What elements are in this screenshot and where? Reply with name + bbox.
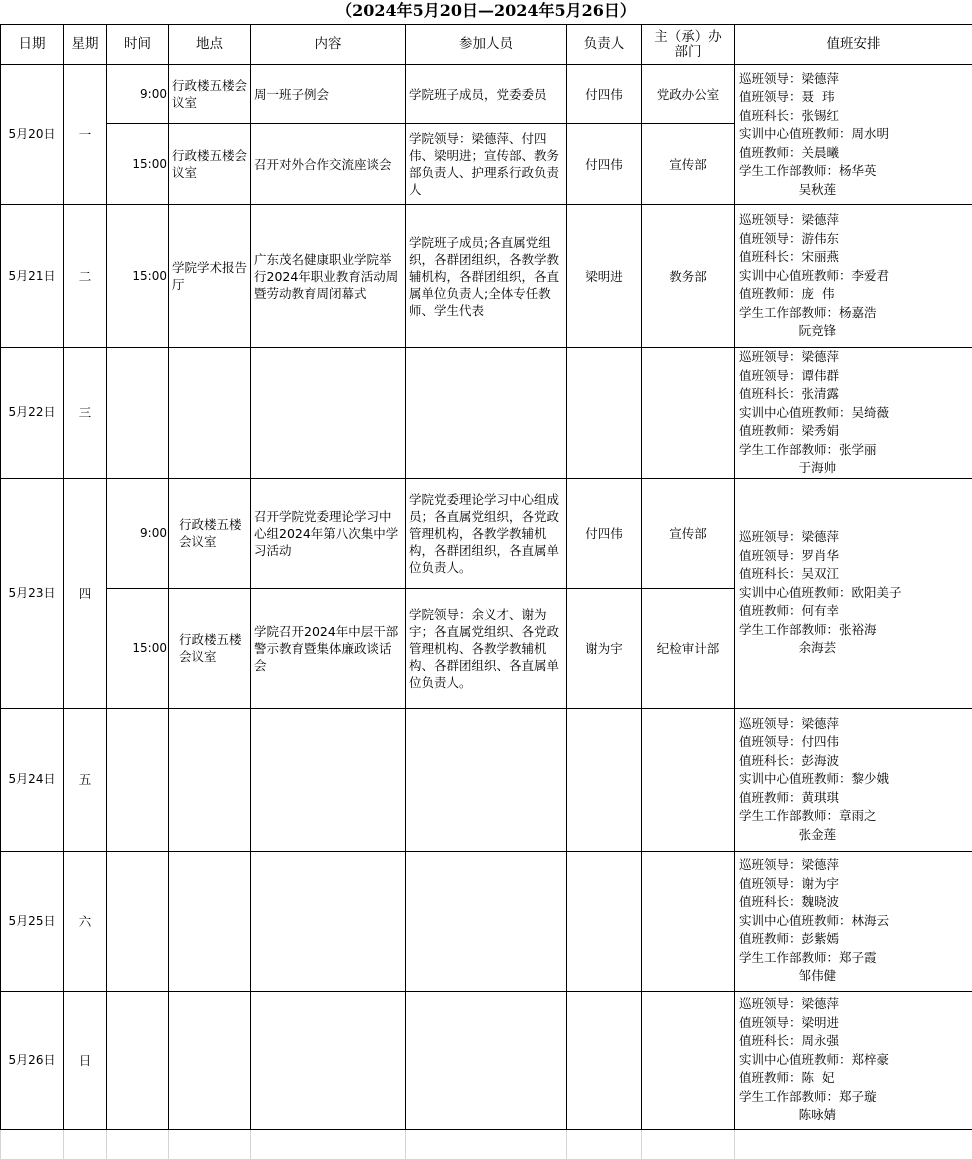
content-cell: 学院召开2024年中层干部警示教育暨集体廉政谈话会: [251, 588, 406, 708]
schedule-table: [0, 24, 972, 1160]
table-row: [1, 65, 972, 124]
time-cell: 15:00: [107, 124, 169, 205]
dept-cell: [642, 851, 735, 991]
leader-cell: 付四伟: [567, 478, 642, 588]
blank-cell: [107, 1129, 169, 1159]
duty-cell: 巡班领导：梁德萍 值班领导：付四伟 值班科长：彭海波 实训中心值班教师：黎少娥 值班教师：黄琪琪 学生工作部教师：章雨之 张金莲: [735, 708, 972, 851]
participants-cell: [406, 991, 567, 1129]
schedule-sheet: [0, 24, 972, 1160]
table-row: [1, 851, 972, 991]
blank-cell: [64, 1129, 107, 1159]
header-participants: 参加人员: [406, 25, 567, 65]
time-cell: [107, 708, 169, 851]
table-row: [1, 348, 972, 479]
header-duty: 值班安排: [735, 25, 972, 65]
leader-cell: 谢为宇: [567, 588, 642, 708]
place-cell: [169, 348, 251, 479]
participants-cell: [406, 851, 567, 991]
time-cell: [107, 348, 169, 479]
time-cell: [107, 991, 169, 1129]
header-place: 地点: [169, 25, 251, 65]
blank-cell: [406, 1129, 567, 1159]
dept-cell: 教务部: [642, 205, 735, 348]
date-cell: 5月20日: [1, 65, 64, 205]
place-cell: 学院学术报告厅: [169, 205, 251, 348]
header-dept: 主（承）办部门: [642, 25, 735, 65]
leader-cell: [567, 991, 642, 1129]
content-cell: [251, 991, 406, 1129]
blank-cell: [251, 1129, 406, 1159]
date-cell: 5月23日: [1, 478, 64, 708]
participants-cell: [406, 348, 567, 479]
place-cell: 行政楼五楼会议室: [169, 588, 251, 708]
blank-cell: [1, 1129, 64, 1159]
time-cell: 15:00: [107, 205, 169, 348]
leader-cell: 付四伟: [567, 124, 642, 205]
table-row: [1, 478, 972, 588]
participants-cell: 学院领导：余义才、谢为宇；各直属党组织、各党政管理机构、各教学教辅机构、各群团组织、各直属单位负责人。: [406, 588, 567, 708]
header-date: 日期: [1, 25, 64, 65]
weekday-cell: 三: [64, 348, 107, 479]
weekday-cell: 一: [64, 65, 107, 205]
participants-cell: 学院班子成员，党委委员: [406, 65, 567, 124]
content-cell: 广东茂名健康职业学院举行2024年职业教育活动周暨劳动教育周闭幕式: [251, 205, 406, 348]
header-content: 内容: [251, 25, 406, 65]
content-cell: [251, 708, 406, 851]
place-cell: [169, 991, 251, 1129]
date-cell: 5月25日: [1, 851, 64, 991]
weekday-cell: 六: [64, 851, 107, 991]
header-time: 时间: [107, 25, 169, 65]
date-cell: 5月22日: [1, 348, 64, 479]
leader-cell: [567, 851, 642, 991]
table-row: [1, 708, 972, 851]
place-cell: 行政楼五楼会议室: [169, 65, 251, 124]
time-cell: 9:00: [107, 478, 169, 588]
dept-cell: 党政办公室: [642, 65, 735, 124]
participants-cell: 学院党委理论学习中心组成员；各直属党组织，各党政管理机构，各教学教辅机构，各群团组织，各直属单位负责人。: [406, 478, 567, 588]
duty-cell: 巡班领导：梁德萍 值班领导：聂 玮 值班科长：张锡红 实训中心值班教师：周水明 值班教师：关晨曦 学生工作部教师：杨华英 吴秋莲: [735, 65, 972, 205]
weekday-cell: 日: [64, 991, 107, 1129]
dept-cell: 宣传部: [642, 124, 735, 205]
header-weekday: 星期: [64, 25, 107, 65]
content-cell: 召开对外合作交流座谈会: [251, 124, 406, 205]
participants-cell: 学院班子成员;各直属党组织，各群团组织，各教学教辅机构，各群团组织，各直属单位负责人;全体专任教师、学生代表: [406, 205, 567, 348]
schedule-body: [1, 65, 972, 1160]
leader-cell: [567, 708, 642, 851]
table-row: [1, 991, 972, 1129]
content-cell: 周一班子例会: [251, 65, 406, 124]
duty-cell: 巡班领导：梁德萍 值班领导：梁明进 值班科长：周永强 实训中心值班教师：郑梓豪 值班教师：陈 妃 学生工作部教师：郑子璇 陈咏婧: [735, 991, 972, 1129]
date-cell: 5月21日: [1, 205, 64, 348]
header-row: [1, 25, 972, 65]
date-cell: 5月24日: [1, 708, 64, 851]
content-cell: 召开学院党委理论学习中心组2024年第八次集中学习活动: [251, 478, 406, 588]
place-cell: [169, 851, 251, 991]
participants-cell: [406, 708, 567, 851]
blank-cell: [642, 1129, 735, 1159]
participants-cell: 学院领导：梁德萍、付四伟、梁明进；宣传部、教务部负责人、护理系行政负责人: [406, 124, 567, 205]
blank-row: [1, 1129, 972, 1159]
leader-cell: 梁明进: [567, 205, 642, 348]
weekday-cell: 四: [64, 478, 107, 708]
table-row: [1, 205, 972, 348]
weekday-cell: 五: [64, 708, 107, 851]
duty-cell: 巡班领导：梁德萍 值班领导：谢为宇 值班科长：魏晓波 实训中心值班教师：林海云 值班教师：彭紫嫣 学生工作部教师：郑子霞 邹伟健: [735, 851, 972, 991]
blank-cell: [567, 1129, 642, 1159]
leader-cell: 付四伟: [567, 65, 642, 124]
dept-cell: [642, 348, 735, 479]
leader-cell: [567, 348, 642, 479]
dept-cell: [642, 708, 735, 851]
schedule-title: （2024年5月20日—2024年5月26日）: [336, 1, 636, 20]
dept-cell: [642, 991, 735, 1129]
content-cell: [251, 851, 406, 991]
place-cell: [169, 708, 251, 851]
dept-cell: 纪检审计部: [642, 588, 735, 708]
date-cell: 5月26日: [1, 991, 64, 1129]
weekday-cell: 二: [64, 205, 107, 348]
time-cell: [107, 851, 169, 991]
duty-cell: 巡班领导：梁德萍 值班领导：游伟东 值班科长：宋丽燕 实训中心值班教师：李爱君 值班教师：庞 伟 学生工作部教师：杨嘉浩 阮竞锋: [735, 205, 972, 348]
time-cell: 15:00: [107, 588, 169, 708]
content-cell: [251, 348, 406, 479]
duty-cell: 巡班领导：梁德萍 值班领导：罗肖华 值班科长：吴双江 实训中心值班教师：欧阳美子 值班教师：何有幸 学生工作部教师：张裕海 余海芸: [735, 478, 972, 708]
blank-cell: [169, 1129, 251, 1159]
place-cell: 行政楼五楼会议室: [169, 478, 251, 588]
time-cell: 9:00: [107, 65, 169, 124]
duty-cell: 巡班领导：梁德萍 值班领导：谭伟群 值班科长：张清露 实训中心值班教师：吴绮薇 值班教师：梁秀娟 学生工作部教师：张学丽 于海帅: [735, 348, 972, 479]
header-leader: 负责人: [567, 25, 642, 65]
blank-cell: [735, 1129, 972, 1159]
place-cell: 行政楼五楼会议室: [169, 124, 251, 205]
dept-cell: 宣传部: [642, 478, 735, 588]
